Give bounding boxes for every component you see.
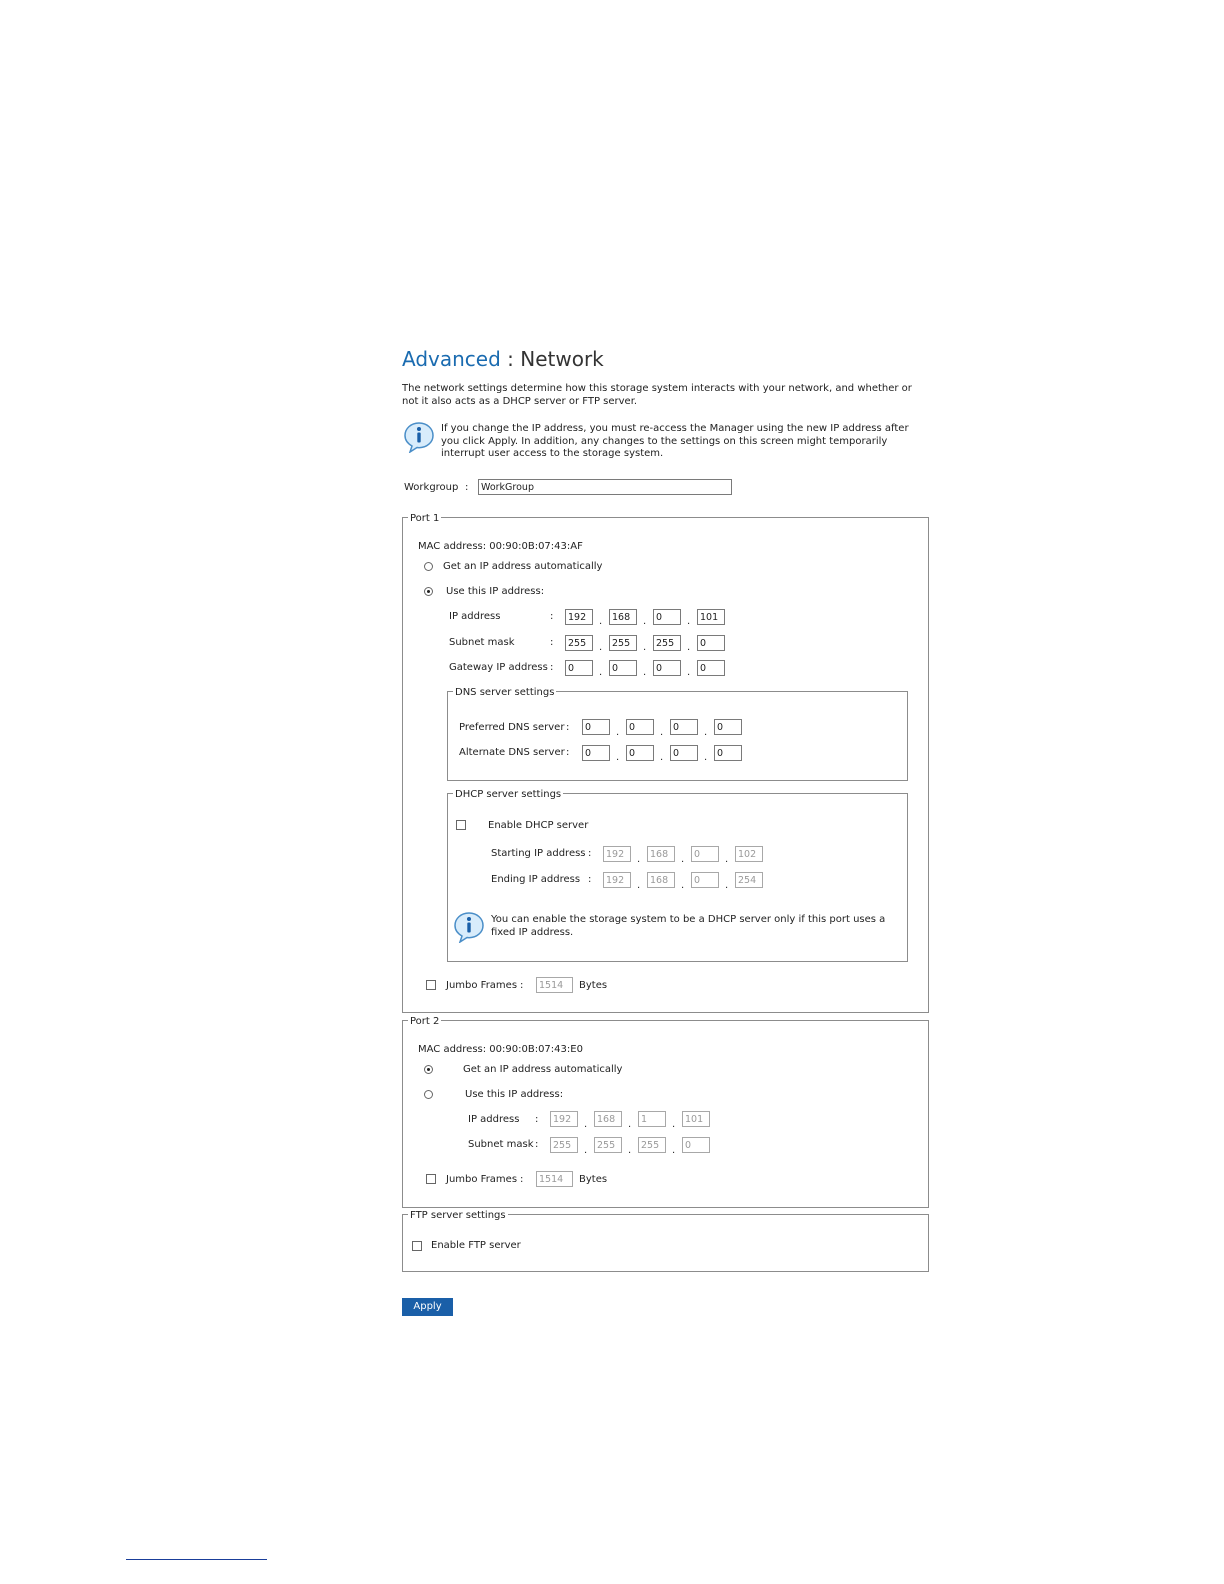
dhcp-end-dot-3: . (725, 880, 729, 891)
workgroup-label: Workgroup (404, 482, 459, 493)
ftp-enable-checkbox[interactable] (412, 1241, 422, 1251)
workgroup-input[interactable] (478, 479, 732, 495)
port1-mask-colon: : (550, 637, 554, 648)
dns-legend: DNS server settings (455, 687, 555, 698)
dhcp-start-octet-2[interactable] (647, 846, 675, 862)
port1-gateway-label: Gateway IP address (449, 662, 548, 673)
info-icon (403, 421, 435, 453)
port2-mask-colon: : (535, 1139, 539, 1150)
page-description: The network settings determine how this storage system interacts with your network, and whether or not it also acts as a DHCP server or FTP server. (402, 383, 912, 407)
dhcp-legend: DHCP server settings (455, 789, 562, 800)
port2-mask-octet-2[interactable] (594, 1137, 622, 1153)
port1-gateway-octet-3[interactable] (653, 660, 681, 676)
ip-change-note: If you change the IP address, you must re-access the Manager using the new IP address after you click Apply. In addition, any changes to the settings on this screen might temporarily interrupt user access to the storage system. (441, 423, 909, 459)
port2-jumbo-checkbox[interactable] (426, 1174, 436, 1184)
port1-gateway-octet-2[interactable] (609, 660, 637, 676)
port1-ip-dot-2: . (643, 616, 647, 627)
port1-ip-colon: : (550, 611, 554, 622)
ftp-legend: FTP server settings (410, 1210, 506, 1221)
port2-jumbo-colon: : (520, 1174, 524, 1185)
dhcp-end-label: Ending IP address (491, 874, 581, 885)
port1-ip-dot-1: . (599, 616, 603, 627)
dns-preferred-octet-2[interactable] (626, 719, 654, 735)
port2-mask-dot-3: . (672, 1145, 676, 1156)
workgroup-colon: : (465, 482, 469, 493)
port1-gateway-octet-1[interactable] (565, 660, 593, 676)
port2-mask-dot-2: . (628, 1145, 632, 1156)
dns-alternate-colon: : (566, 747, 570, 758)
dhcp-start-label: Starting IP address (491, 848, 586, 859)
port1-legend: Port 1 (410, 513, 440, 524)
port1-jumbo-label: Jumbo Frames (446, 980, 518, 991)
port2-ip-dot-2: . (628, 1119, 632, 1130)
port1-ip-octet-1[interactable] (565, 609, 593, 625)
port2-ip-octet-3[interactable] (638, 1111, 666, 1127)
port2-ip-octet-2[interactable] (594, 1111, 622, 1127)
dns-alternate-dot-3: . (704, 752, 708, 763)
port1-mask-octet-2[interactable] (609, 635, 637, 651)
port1-mask-label: Subnet mask (449, 637, 515, 648)
port2-mask-label: Subnet mask (468, 1139, 534, 1150)
dhcp-end-octet-3[interactable] (691, 872, 719, 888)
port1-ip-octet-3[interactable] (653, 609, 681, 625)
port2-auto-radio[interactable] (424, 1065, 433, 1074)
port1-gateway-dot-1: . (599, 667, 603, 678)
port2-jumbo-unit: Bytes (579, 1174, 608, 1185)
dhcp-start-octet-4[interactable] (735, 846, 763, 862)
dns-alternate-label: Alternate DNS server (459, 747, 565, 758)
port1-jumbo-unit: Bytes (579, 980, 608, 991)
dhcp-start-dot-2: . (681, 854, 685, 865)
port2-mask-octet-1[interactable] (550, 1137, 578, 1153)
dhcp-end-dot-2: . (681, 880, 685, 891)
port2-static-radio[interactable] (424, 1090, 433, 1099)
dhcp-note: You can enable the storage system to be a DHCP server only if this port uses a fixed IP address. (491, 914, 886, 938)
port1-mask-octet-3[interactable] (653, 635, 681, 651)
port2-jumbo-label: Jumbo Frames (446, 1174, 518, 1185)
port2-auto-label: Get an IP address automatically (463, 1064, 623, 1075)
port2-ip-colon: : (535, 1114, 539, 1125)
port1-auto-label: Get an IP address automatically (443, 561, 603, 572)
port1-ip-octet-4[interactable] (697, 609, 725, 625)
dhcp-start-dot-1: . (637, 854, 641, 865)
port1-ip-label: IP address (449, 611, 501, 622)
port1-mask-dot-1: . (599, 642, 603, 653)
port1-jumbo-checkbox[interactable] (426, 980, 436, 990)
dns-preferred-octet-3[interactable] (670, 719, 698, 735)
port2-static-label: Use this IP address: (465, 1089, 564, 1100)
port1-static-radio[interactable] (424, 587, 433, 596)
dns-alternate-octet-1[interactable] (582, 745, 610, 761)
dhcp-enable-checkbox[interactable] (456, 820, 466, 830)
dns-alternate-octet-2[interactable] (626, 745, 654, 761)
port1-mask-octet-4[interactable] (697, 635, 725, 651)
title-section: Advanced (402, 347, 501, 371)
port2-ip-octet-1[interactable] (550, 1111, 578, 1127)
dns-preferred-octet-1[interactable] (582, 719, 610, 735)
dns-preferred-octet-4[interactable] (714, 719, 742, 735)
dns-alternate-octet-4[interactable] (714, 745, 742, 761)
dhcp-start-colon: : (588, 848, 592, 859)
port1-jumbo-input[interactable] (536, 977, 573, 993)
info-icon (453, 911, 485, 943)
dns-alternate-dot-2: . (660, 752, 664, 763)
port2-mask-octet-3[interactable] (638, 1137, 666, 1153)
footnote-rule (126, 1559, 267, 1560)
dhcp-end-dot-1: . (637, 880, 641, 891)
apply-button[interactable]: Apply (402, 1298, 453, 1316)
port2-ip-dot-1: . (584, 1119, 588, 1130)
port1-mask-dot-2: . (643, 642, 647, 653)
dns-preferred-colon: : (566, 722, 570, 733)
port1-ip-octet-2[interactable] (609, 609, 637, 625)
port1-auto-radio[interactable] (424, 562, 433, 571)
port1-static-label: Use this IP address: (446, 586, 545, 597)
port2-ip-octet-4[interactable] (682, 1111, 710, 1127)
dhcp-start-octet-3[interactable] (691, 846, 719, 862)
dns-preferred-dot-1: . (616, 727, 620, 738)
port1-mask-dot-3: . (687, 642, 691, 653)
port1-ip-dot-3: . (687, 616, 691, 627)
dns-preferred-label: Preferred DNS server (459, 722, 565, 733)
dns-group (447, 691, 908, 781)
dns-preferred-dot-2: . (660, 727, 664, 738)
port2-ip-dot-3: . (672, 1119, 676, 1130)
port2-ip-label: IP address (468, 1114, 520, 1125)
title-page: Network (520, 347, 604, 371)
dhcp-enable-label: Enable DHCP server (488, 820, 589, 831)
port2-legend: Port 2 (410, 1016, 440, 1027)
dns-alternate-octet-3[interactable] (670, 745, 698, 761)
port1-mac: MAC address: 00:90:0B:07:43:AF (418, 541, 583, 552)
port1-mask-octet-1[interactable] (565, 635, 593, 651)
dhcp-end-octet-2[interactable] (647, 872, 675, 888)
port1-gateway-dot-3: . (687, 667, 691, 678)
page-title (402, 347, 604, 371)
dns-alternate-dot-1: . (616, 752, 620, 763)
dhcp-end-colon: : (588, 874, 592, 885)
dhcp-start-dot-3: . (725, 854, 729, 865)
dns-preferred-dot-3: . (704, 727, 708, 738)
port1-jumbo-colon: : (520, 980, 524, 991)
port1-gateway-colon: : (550, 662, 554, 673)
port1-gateway-octet-4[interactable] (697, 660, 725, 676)
dhcp-end-octet-4[interactable] (735, 872, 763, 888)
title-separator: : (500, 347, 521, 371)
port2-jumbo-input[interactable] (536, 1171, 573, 1187)
port2-mask-dot-1: . (584, 1145, 588, 1156)
dhcp-end-octet-1[interactable] (603, 872, 631, 888)
port1-gateway-dot-2: . (643, 667, 647, 678)
ftp-enable-label: Enable FTP server (431, 1240, 521, 1251)
port2-mask-octet-4[interactable] (682, 1137, 710, 1153)
dhcp-start-octet-1[interactable] (603, 846, 631, 862)
port2-mac: MAC address: 00:90:0B:07:43:E0 (418, 1044, 583, 1055)
